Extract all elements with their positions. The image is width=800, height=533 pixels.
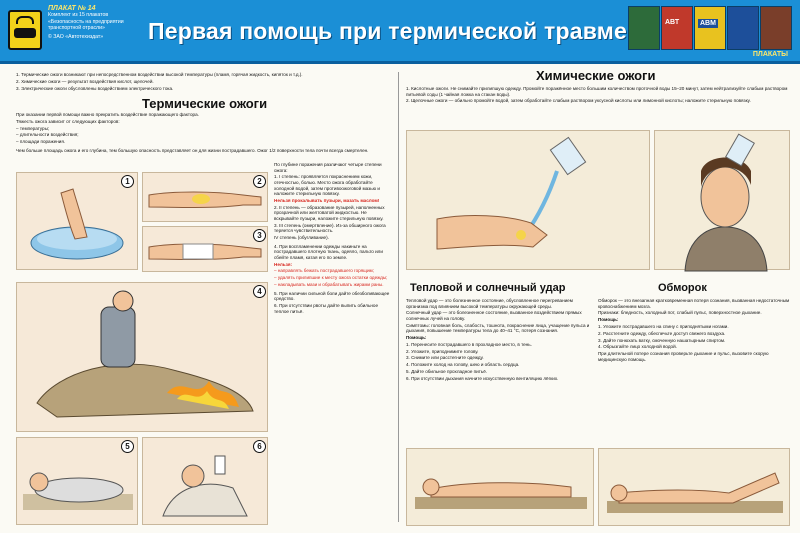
covers-label: ПЛАКАТЫ — [752, 51, 788, 58]
cover-title: АВТ — [665, 19, 680, 26]
help-item: 2. Уложите, приподнимите голову. — [406, 348, 479, 354]
factor-item: – температуры; — [16, 125, 50, 131]
intro-line: 3. Электрические ожоги обусловлены воздействием электрического тока. — [16, 85, 174, 91]
burned-arm-illustration — [143, 173, 269, 223]
thermal-note — [16, 148, 388, 155]
intro-line: 2. Химические ожоги — результат воздействия кислот, щелочей. — [16, 78, 154, 84]
thermal-heading: Термические ожоги — [142, 96, 268, 111]
faint-illustration — [598, 448, 790, 526]
factors-title: При оказании первой помощи важно прекратить воздействие поражающего фактора. — [16, 112, 199, 117]
page-title: Первая помощь при термической травме — [148, 18, 627, 44]
illustration-6 — [142, 437, 268, 525]
step-badge: 4 — [253, 285, 266, 298]
rinse-eye-illustration — [655, 131, 791, 271]
cover-thumbnail — [661, 6, 693, 50]
chemical-paragraph: 1. Кислотные ожоги. Не снимайте прилипшую одежду. Промойте поражённое место большим количеством проточной воды 15–20 минут, затем нейтрализуйте слабым раствором питьевой соды (1 чайная ложка на стакан воды). — [406, 86, 788, 97]
plakat-info — [48, 6, 138, 40]
column-divider — [398, 72, 399, 522]
heatstroke-text — [406, 298, 594, 383]
illustration-3 — [142, 226, 268, 272]
help-item: 6. При отсутствии дыхания начните искусственную вентиляцию лёгких. — [406, 375, 559, 381]
illustration-5 — [16, 437, 138, 525]
help-item: 4. Положите холод на голову, шею и область сердца. — [406, 362, 520, 368]
heatstroke-paragraph: Солнечный удар — это болезненное состояние, вызванное воздействием прямых солнечных лучей на голову. — [406, 310, 582, 321]
degree-item: IV степень (обугливание). — [274, 235, 329, 241]
help-item: 4. Обрызгайте лицо холодной водой. — [598, 344, 677, 350]
help-item: 2. Расстегните одежду, обеспечьте доступ свежего воздуха. — [598, 330, 726, 336]
cover-thumbnail — [760, 6, 792, 50]
thermal-degrees — [274, 162, 390, 315]
faint-paragraph: Обморок — это внезапная кратковременная потеря сознания, вызванная недостаточным кровоснабжением мозга. — [598, 298, 790, 309]
cover-thumbnail — [727, 6, 759, 50]
help-item: 3. Снимите или расстегните одежду. — [406, 355, 484, 361]
plakat-number: ПЛАКАТ № 14 — [48, 5, 96, 12]
not-allowed-title: Нельзя: — [274, 261, 293, 267]
heatstroke-paragraph: Симптомы: головная боль, слабость, тошнота, покраснение лица, учащение пульса и дыхания, повышение температуры тела до 40–41 °С, потеря сознания. — [406, 322, 590, 334]
degree-item: 1. I степень: проявляется покраснением кожи, отечностью, болью. Место ожога обработайте холодной водой, затем противоожоговой мазью и наложите стерильную повязку. — [274, 174, 380, 197]
faint-text — [598, 298, 790, 363]
bandaged-arm-illustration — [143, 227, 269, 273]
hand-in-water-illustration — [17, 173, 139, 271]
warning-text: Нельзя прокалывать пузыри, мазать маслом! — [274, 197, 380, 203]
chemical-illustration-1 — [406, 130, 650, 270]
cover-thumbnail — [694, 6, 726, 50]
help-title: Помощь: — [406, 335, 427, 341]
plakat-series-line: транспортной отрасли» — [48, 25, 105, 32]
step-badge: 6 — [253, 440, 266, 453]
extinguish-fire-illustration — [17, 283, 269, 433]
help-item: 1. Перенесите пострадавшего в прохладное место, в тень. — [406, 341, 532, 347]
step-item: 6. При отсутствии рвоты дайте выпить обильное теплое питьё. — [274, 302, 379, 314]
faint-heading: Обморок — [658, 282, 707, 294]
thermal-factors — [16, 112, 316, 146]
drinking-victim-illustration — [143, 438, 269, 526]
factors-sub: Тяжесть ожога зависит от следующих факторов: — [16, 118, 120, 124]
step-badge: 1 — [121, 175, 134, 188]
illustration-1 — [16, 172, 138, 270]
not-allowed-item: – удалять прилипшие к месту ожога остатки одежды; — [274, 275, 388, 281]
heatstroke-paragraph: Тепловой удар — это болезненное состояние, обусловленное перегреванием организма под влиянием высокой температуры окружающей среды. — [406, 298, 573, 309]
help-item: 1. Уложите пострадавшего на спину с приподнятыми ногами. — [598, 323, 729, 329]
legs-raised-illustration — [599, 449, 791, 527]
illustration-4 — [16, 282, 268, 432]
step-item: 5. При наличии сильной боли дайте обезболивающее средство. — [274, 290, 390, 302]
help-item: 3. Дайте понюхать ватку, смоченную нашатырным спиртом. — [598, 337, 726, 343]
degrees-title: По глубине поражения различают четыре степени ожога: — [274, 162, 382, 173]
faint-paragraph: Признаки: бледность, холодный пот, слабый пульс, поверхностное дыхание. — [598, 310, 762, 316]
not-allowed-item: – направлять бежать пострадавшего горящим; — [274, 268, 374, 274]
header-bar — [0, 0, 800, 64]
cover-title: АВМ — [700, 20, 716, 27]
lying-victim-illustration — [17, 438, 139, 526]
plakat-publisher: © ЗАО «Автотехиздат» — [48, 33, 104, 40]
chemical-paragraph: 2. Щелочные ожоги — обильно промойте водой, затем обработайте слабым раствором уксусной кислоты или лимонной кислоты; наложите стерильную повязку. — [406, 98, 751, 104]
chemical-text — [406, 86, 790, 105]
plakat-covers — [628, 6, 794, 58]
step-badge: 2 — [253, 175, 266, 188]
factor-item: – длительности воздействия; — [16, 132, 79, 138]
lying-patient-illustration — [407, 449, 595, 527]
illustration-2 — [142, 172, 268, 222]
degree-item: 3. III степень (омертвление). Из-за обширного ожога теряется чувствительность. — [274, 222, 386, 234]
heatstroke-heading: Тепловой и солнечный удар — [410, 282, 566, 294]
intro-text — [16, 72, 388, 92]
chemical-heading: Химические ожоги — [536, 68, 656, 83]
step-item: 4. При воспламенении одежды накиньте на пострадавшего плотную ткань, одеяло, пальто или сбейте пламя, катая его по земле. — [274, 243, 383, 260]
cover-thumbnail — [628, 6, 660, 50]
thermal-note-text: Чем больше площадь ожога и его глубина, тем большую опасность представляет он для жизни пострадавшего. Ожог 1/2 поверхности тела почти всегда смертелен. — [16, 148, 369, 153]
rinse-hand-illustration — [407, 131, 651, 271]
faint-paragraph: При длительной потере сознания проверьте дыхание и пульс, вызовите скорую медицинскую помощь. — [598, 351, 769, 362]
not-allowed-item: – накладывать мази и обрабатывать жирами раны. — [274, 281, 384, 287]
intro-line: 1. Термические ожоги возникают при непосредственном воздействии высокой температуры (пламя, горячая жидкость, кипяток и т.д.). — [16, 72, 303, 77]
factor-item: – площади поражения. — [16, 139, 66, 145]
chemical-illustration-2 — [654, 130, 790, 270]
plakat-series-line: Комплект из 15 плакатов — [48, 12, 109, 19]
step-badge: 5 — [121, 440, 134, 453]
plakat-series-line: «Безопасность на предприятии — [48, 18, 124, 25]
bus-logo-icon — [8, 10, 42, 50]
heatstroke-illustration — [406, 448, 594, 526]
degree-item: 2. II степень — образование пузырей, наполненных прозрачной или желтоватой жидкостью. Не вскрывайте пузыри, наложите стерильную повязку. — [274, 204, 385, 221]
step-badge: 3 — [253, 229, 266, 242]
help-item: 5. Дайте обильное прохладное питьё. — [406, 369, 488, 375]
help-title: Помощь: — [598, 317, 619, 323]
